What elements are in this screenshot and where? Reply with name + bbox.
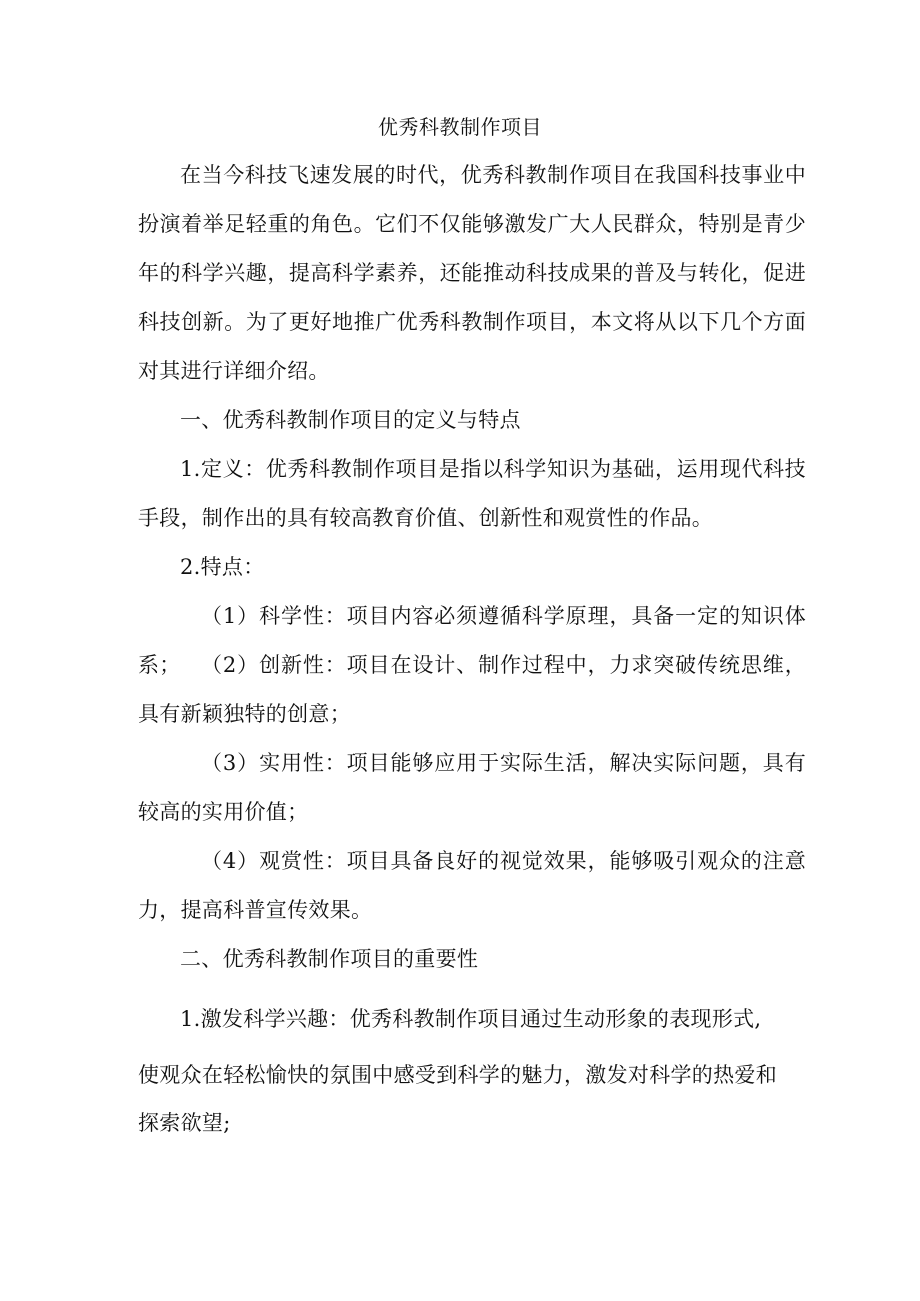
definition-paragraph: 1.定义：优秀科教制作项目是指以科学知识为基础，运用现代科技手段，制作出的具有较高教育价值、创新性和观赏性的作品。 <box>138 457 806 530</box>
importance-item-line-2: 使观众在轻松愉快的氛围中感受到科学的魅力，激发对科学的热爱和 <box>138 1063 777 1087</box>
feature-item-practical: （3）实用性：项目能够应用于实际生活，解决实际问题，具有较高的实用价值； <box>138 751 806 824</box>
feature-item-innovative: （2）创新性：项目在设计、制作过程中，力求突破传统思维，具有新颖独特的创意； <box>138 653 806 726</box>
section-heading-definition: 一、优秀科教制作项目的定义与特点 <box>180 408 521 432</box>
document-title: 优秀科教制作项目 <box>378 115 542 139</box>
intro-paragraph: 在当今科技飞速发展的时代，优秀科教制作项目在我国科技事业中扮演着举足轻重的角色。它们不仅能够激发广大人民群众，特别是青少年的科学兴趣，提高科学素养，还能推动科技成果的普及与转化，促进科技创新。为了更好地推广优秀科教制作项目，本文将从以下几个方面对其进行详细介绍。 <box>138 163 806 383</box>
section-heading-importance: 二、优秀科教制作项目的重要性 <box>180 947 479 971</box>
feature-item-ornamental: （4）观赏性：项目具备良好的视觉效果，能够吸引观众的注意力，提高科普宣传效果。 <box>138 849 806 922</box>
importance-item-line-3: 探索欲望; <box>138 1111 231 1135</box>
importance-item-line-1: 1.激发科学兴趣：优秀科教制作项目通过生动形象的表现形式, <box>180 1007 762 1031</box>
feature-item-scientific: （1）科学性：项目内容必须遵循科学原理，具备一定的知识体系； <box>138 604 806 677</box>
features-heading: 2.特点： <box>180 555 265 579</box>
